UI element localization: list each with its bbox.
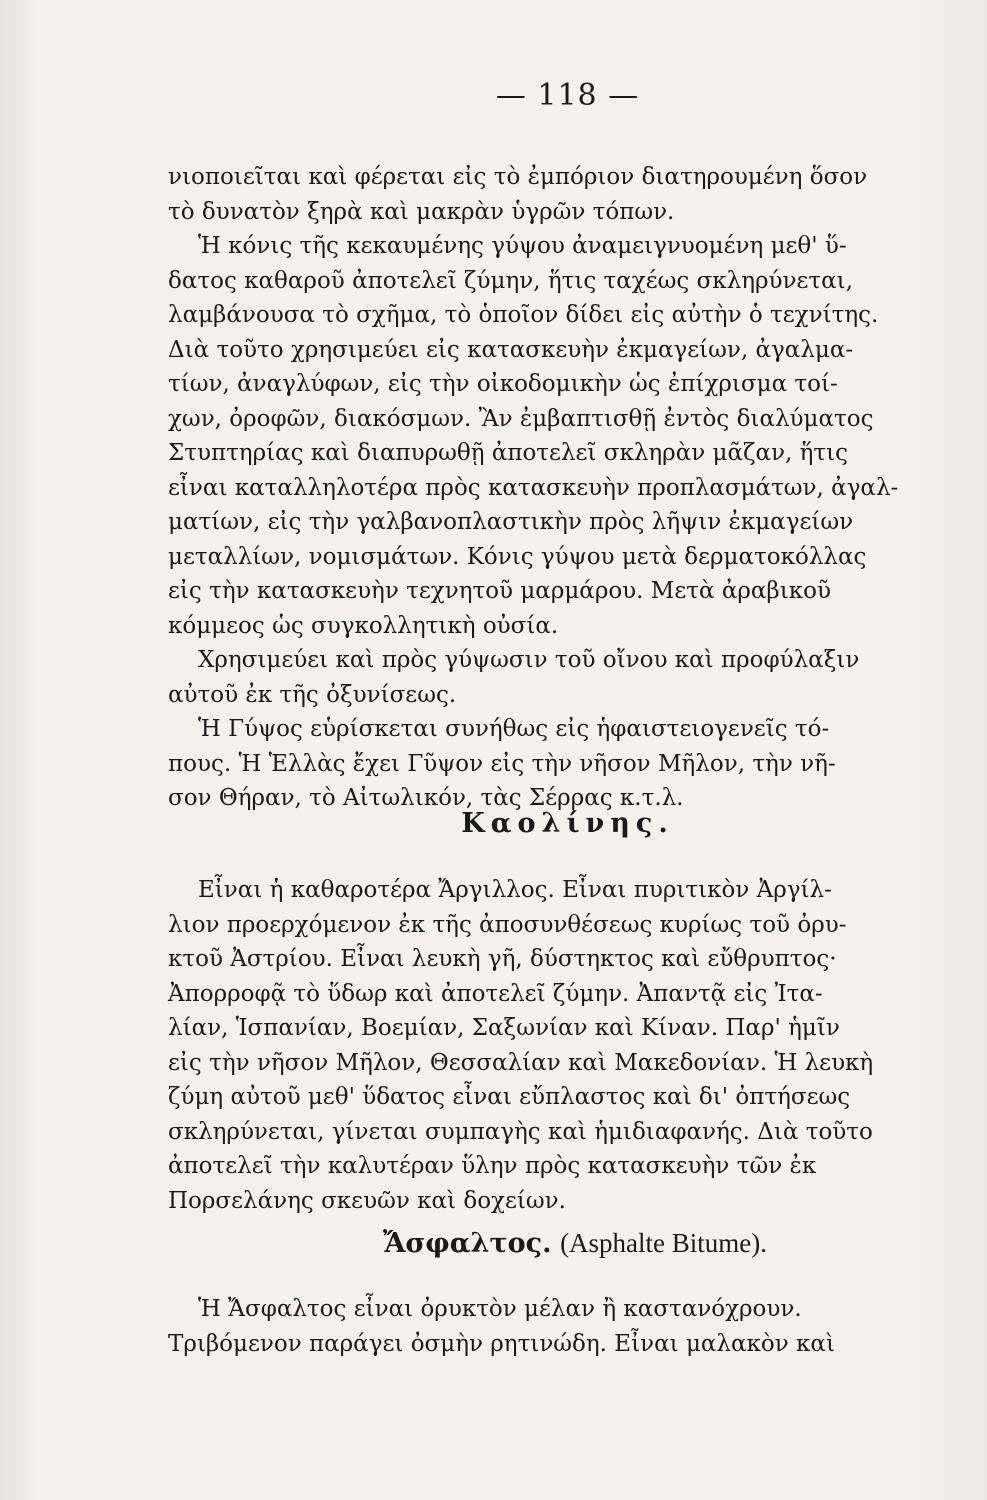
text-line: λίαν, Ἱσπανίαν, Βοεμίαν, Σαξωνίαν καὶ Κίναν. Παρ' ἡμῖν — [168, 1015, 840, 1041]
text-line: Ἡ κόνις τῆς κεκαυμένης γύψου ἀναμειγνυομένη μεθ' ὕ- — [198, 233, 847, 259]
heading-asphalt-latin: (Asphalte Bitume). — [560, 1228, 768, 1258]
text-line: Χρησιμεύει καὶ πρὸς γύψωσιν τοῦ οἴνου καὶ προφύλαξιν — [198, 647, 860, 673]
text-line: ἀποτελεῖ τὴν καλυτέραν ὕλην πρὸς κατασκευὴν τῶν ἐκ — [168, 1153, 817, 1179]
text-line: κόμμεος ὡς συγκολλητικὴ οὐσία. — [168, 612, 559, 639]
text-line: ματίων, εἰς τὴν γαλβανοπλαστικὴν πρὸς λῆψιν ἐκμαγείων — [168, 509, 854, 535]
text-line: εἰς τὴν κατασκευὴν τεχνητοῦ μαρμάρου. Μετὰ ἀραβικοῦ — [168, 578, 831, 604]
text-line: ζύμη αὐτοῦ μεθ' ὕδατος εἶναι εὔπλαστος καὶ δι' ὀπτήσεως — [168, 1084, 851, 1110]
text-line: Στυπτηρίας καὶ διαπυρωθῇ ἀποτελεῖ σκληρὰν μᾶζαν, ἥτις — [168, 440, 849, 466]
text-line: αὐτοῦ ἐκ τῆς ὀξυνίσεως. — [168, 681, 457, 708]
text-line: Ἡ Ἄσφαλτος εἶναι ὀρυκτὸν μέλαν ἢ καστανόχρουν. — [198, 1296, 802, 1322]
text-line: μεταλλίων, νομισμάτων. Κόνις γύψου μετὰ δερματοκόλλας — [168, 543, 867, 570]
text-line: Ἡ Γύψος εὑρίσκεται συνήθως εἰς ἡφαιστειογενεῖς τό- — [198, 716, 830, 742]
text-line: Εἶναι ἡ καθαροτέρα Ἄργιλλος. Εἶναι πυριτικὸν Ἀργίλ- — [198, 877, 832, 903]
text-line: λαμβάνουσα τὸ σχῆμα, τὸ ὁποῖον δίδει εἰς αὐτὴν ὁ τεχνίτης. — [168, 302, 879, 328]
text-line: δατος καθαροῦ ἀποτελεῖ ζύμην, ἥτις ταχέως σκληρύνεται, — [168, 267, 854, 294]
heading-asphalt-greek: Ἄσφαλτος. — [382, 1228, 552, 1259]
text-line: λιον προερχόμενον ἐκ τῆς ἀποσυνθέσεως κυρίως τοῦ ὀρυ- — [168, 911, 847, 938]
text-line: Πορσελάνης σκευῶν καὶ δοχείων. — [168, 1187, 566, 1214]
text-line: εἰς τὴν νῆσον Μῆλον, Θεσσαλίαν καὶ Μακεδονίαν. Ἡ λευκὴ — [168, 1049, 874, 1076]
text-line: νιοποιεῖται καὶ φέρεται εἰς τὸ ἐμπόριον διατηρουμένη ὅσον — [168, 164, 868, 190]
section-kaolin-text — [168, 873, 958, 1218]
section-asphalt-text — [168, 1292, 958, 1361]
text-line: εἶναι καταλληλοτέρα πρὸς κατασκευὴν προπλασμάτων, ἀγαλ- — [168, 474, 899, 501]
text-line: κτοῦ Ἀστρίου. Εἶναι λευκὴ γῆ, δύστηκτος καὶ εὔθρυπτος· — [168, 946, 837, 972]
heading-asphalt — [0, 1228, 987, 1259]
text-line: Διὰ τοῦτο χρησιμεύει εἰς κατασκευὴν ἐκμαγείων, ἀγαλμα- — [168, 336, 854, 363]
heading-kaolin: Καολίνης. — [461, 808, 674, 839]
text-line: πους. Ἡ Ἑλλὰς ἔχει Γῦψον εἰς τὴν νῆσον Μῆλον, τὴν νῆ- — [168, 750, 836, 777]
text-line: τίων, ἀναγλύφων, εἰς τὴν οἰκοδομικὴν ὡς ἐπίχρισμα τοί- — [168, 371, 838, 397]
text-line: Τριβόμενον παράγει ὀσμὴν ρητινώδη. Εἶναι μαλακὸν καὶ — [168, 1330, 835, 1357]
text-line: χων, ὀροφῶν, διακόσμων. Ἂν ἐμβαπτισθῇ ἐντὸς διαλύματος — [168, 405, 874, 432]
text-line: σον Θήραν, τὸ Αἰτωλικόν, τὰς Σέρρας κ.τ.λ. — [168, 785, 684, 811]
text-line: Ἀπορροφᾷ τὸ ὕδωρ καὶ ἀποτελεῖ ζύμην. Ἀπαντᾷ εἰς Ἰτα- — [168, 980, 823, 1007]
section-gypsum-text — [168, 160, 958, 816]
page-number: — 118 — — [495, 78, 640, 113]
text-line: τὸ δυνατὸν ξηρὰ καὶ μακρὰν ὑγρῶν τόπων. — [168, 198, 675, 225]
text-line: σκληρύνεται, γίνεται συμπαγὴς καὶ ἡμιδιαφανής. Διὰ τοῦτο — [168, 1118, 873, 1145]
